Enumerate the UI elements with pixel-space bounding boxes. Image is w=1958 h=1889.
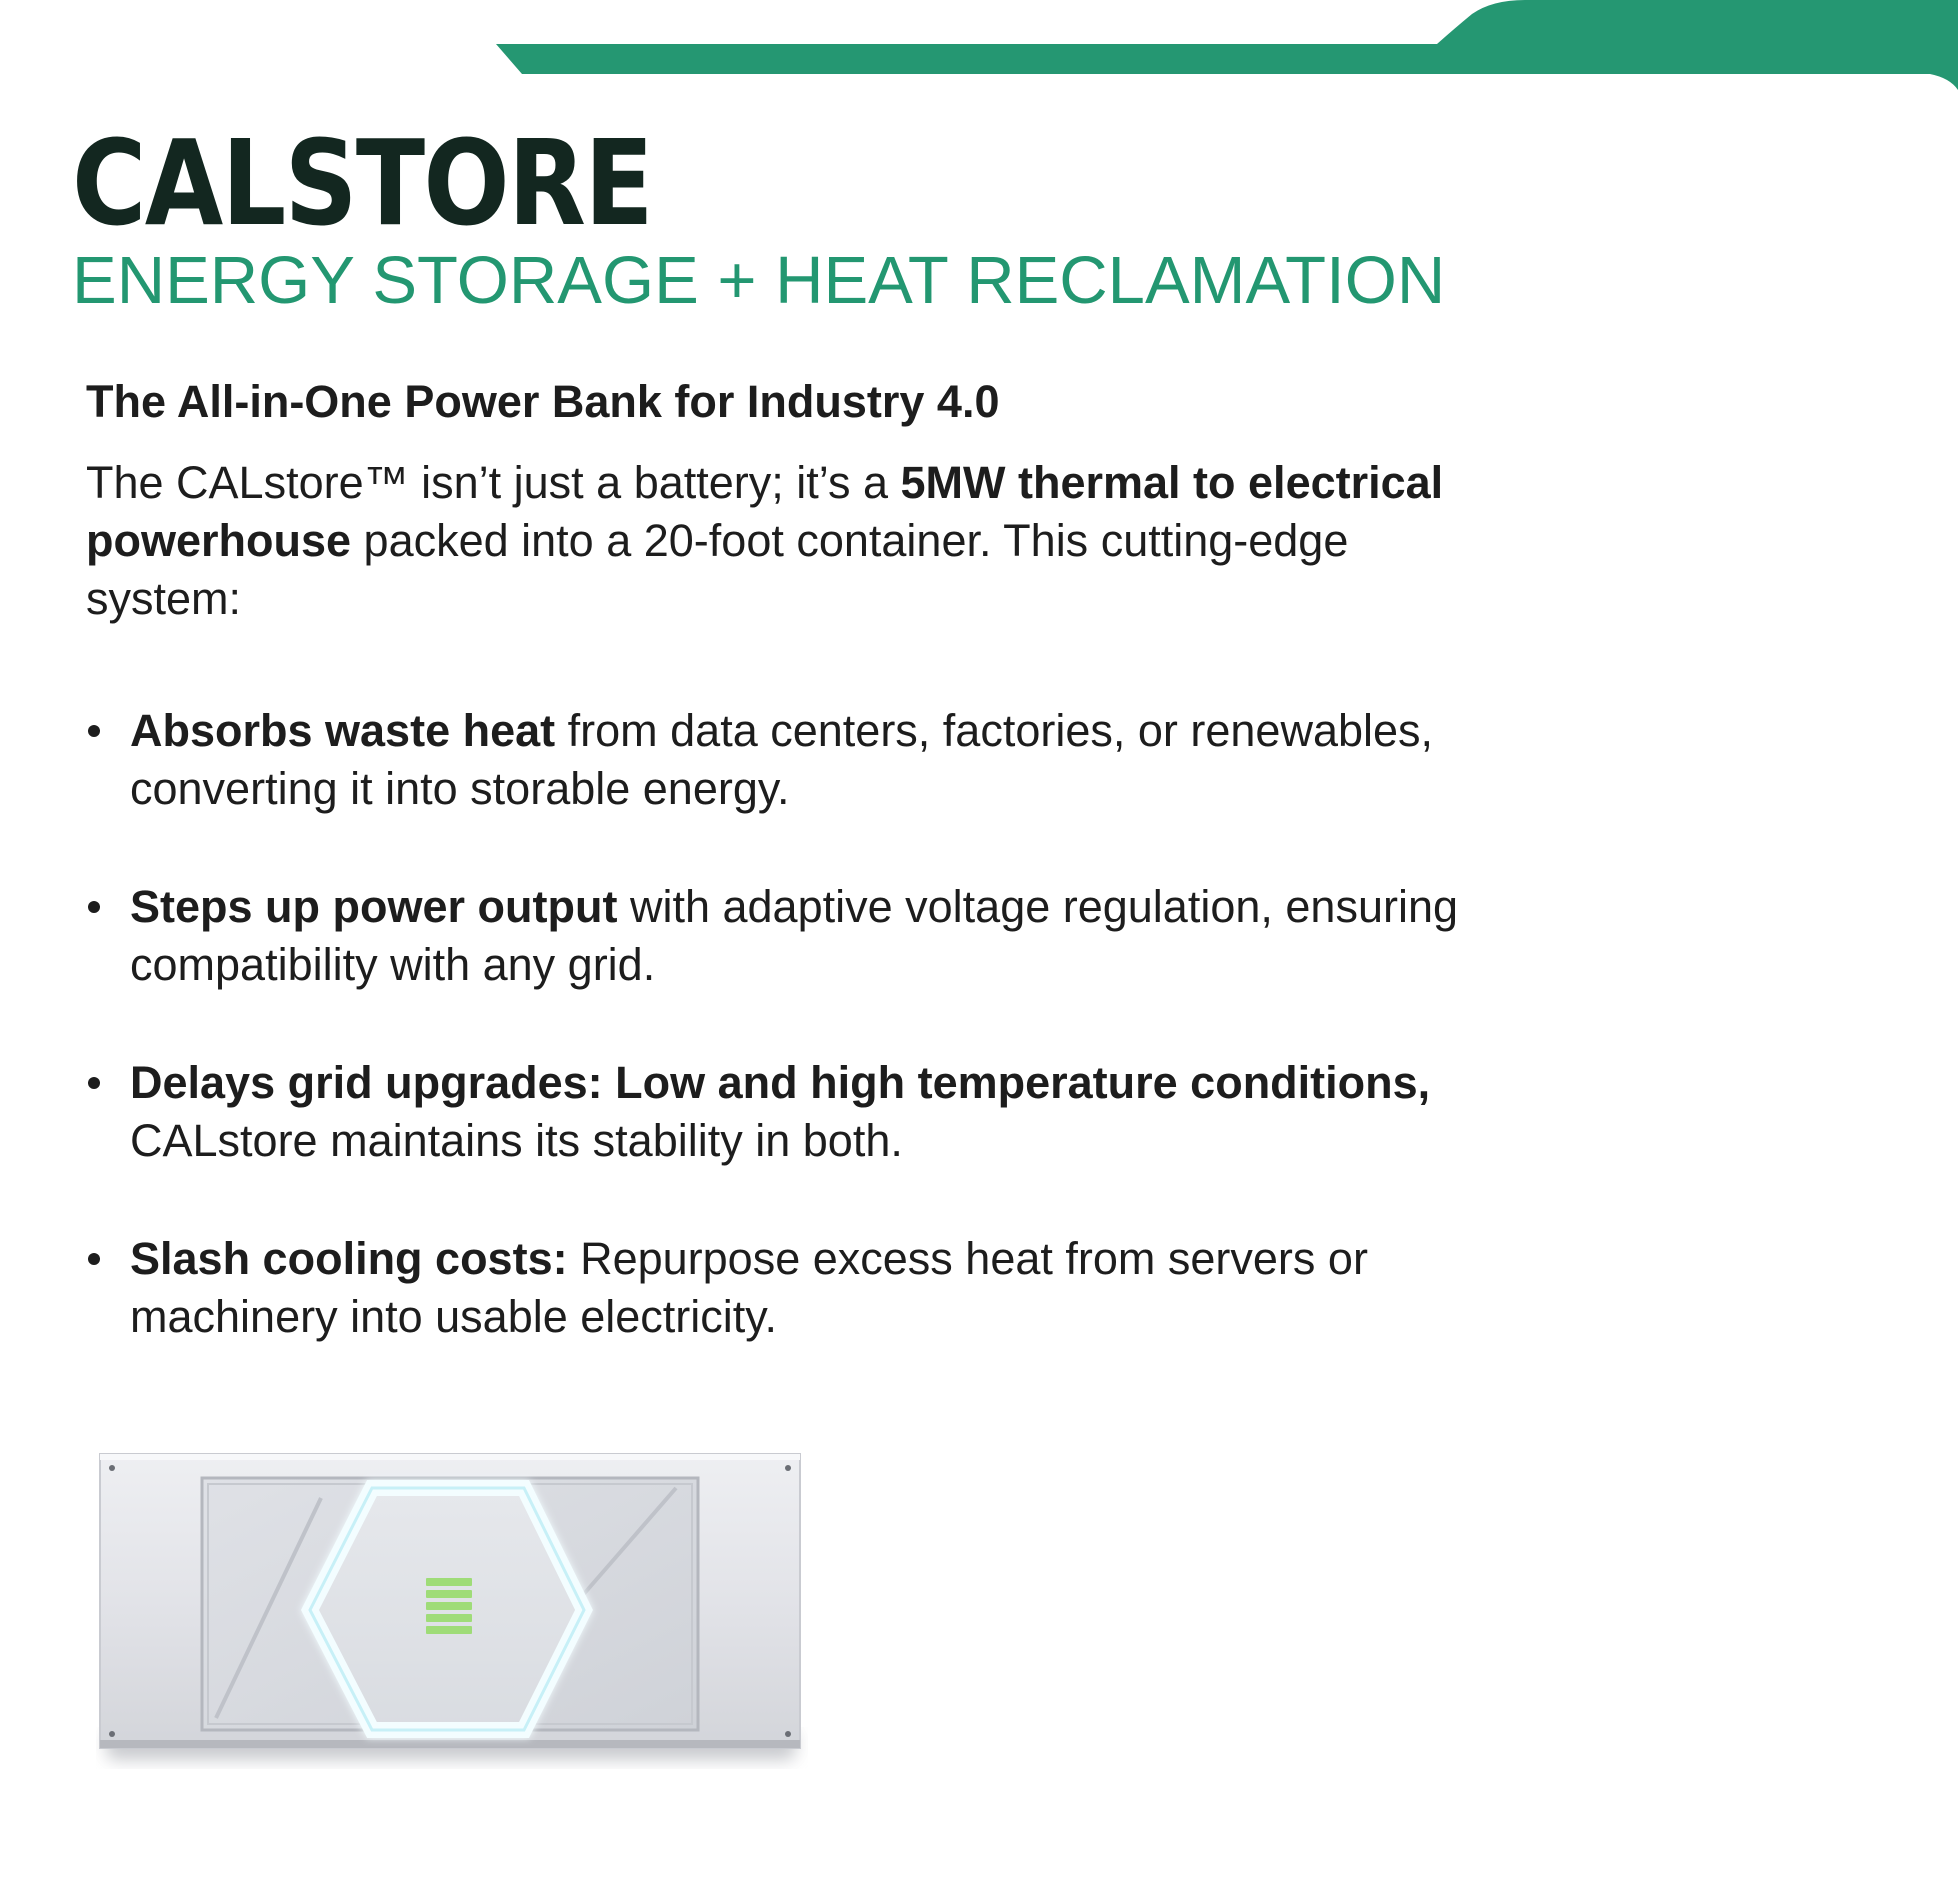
tagline: The All-in-One Power Bank for Industry 4.0 bbox=[86, 376, 1000, 427]
bullet-bold: Delays grid upgrades: Low and high temperature conditions, bbox=[130, 1057, 1431, 1108]
bullet-bold: Steps up power output bbox=[130, 881, 618, 932]
bullet-text: from data centers, factories, or renewables, converting it into storable energy. bbox=[130, 705, 1434, 814]
feature-list bbox=[86, 702, 1466, 1406]
bullet-dot-icon bbox=[88, 1253, 100, 1265]
bullet-text: Repurpose excess heat from servers or machinery into usable electricity. bbox=[130, 1233, 1368, 1342]
intro-text-before: The CALstore™ isn’t just a battery; it’s a bbox=[86, 457, 901, 508]
list-item bbox=[86, 1054, 1466, 1170]
bullet-dot-icon bbox=[88, 901, 100, 913]
page-title: CALSTORE bbox=[72, 114, 652, 252]
bullet-bold: Absorbs waste heat bbox=[130, 705, 556, 756]
bullet-text: CALstore maintains its stability in both. bbox=[130, 1115, 903, 1166]
bullet-dot-icon bbox=[88, 725, 100, 737]
calstore-container-icon bbox=[96, 1448, 808, 1784]
bullet-text: with adaptive voltage regulation, ensuring compatibility with any grid. bbox=[130, 881, 1459, 990]
list-item bbox=[86, 702, 1466, 818]
intro-text-after: packed into a 20-foot container. This cutting-edge system: bbox=[86, 515, 1349, 624]
intro-bold: 5MW thermal to electrical powerhouse bbox=[86, 457, 1444, 566]
bullet-bold: Slash cooling costs: bbox=[130, 1233, 568, 1284]
intro-paragraph bbox=[86, 454, 1506, 628]
list-item bbox=[86, 878, 1466, 994]
page-subtitle: ENERGY STORAGE + HEAT RECLAMATION bbox=[72, 243, 1446, 318]
header-accent-band bbox=[0, 0, 1958, 90]
list-item bbox=[86, 1230, 1466, 1346]
bullet-dot-icon bbox=[88, 1077, 100, 1089]
